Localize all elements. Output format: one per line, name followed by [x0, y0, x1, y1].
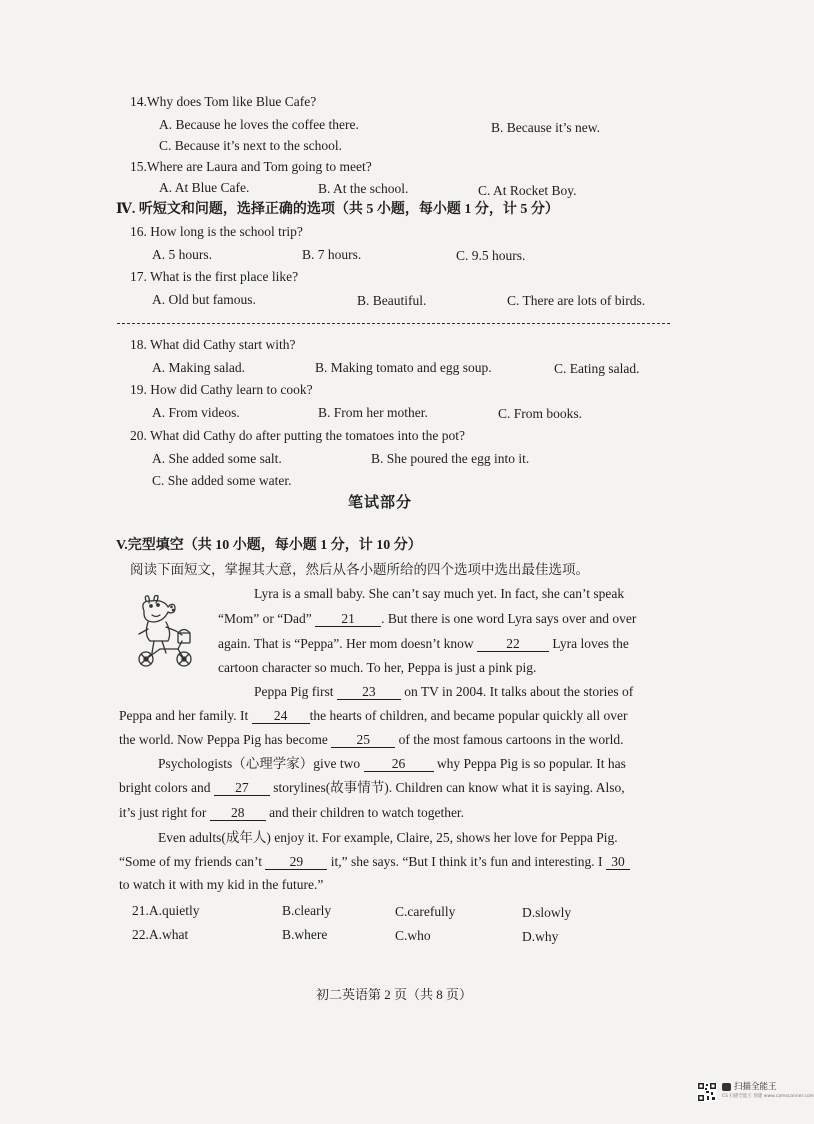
q14-option-b: B. Because it’s new. — [491, 120, 600, 135]
q17-option-c: C. There are lots of birds. — [507, 293, 646, 308]
written-part-title: 笔试部分 — [348, 495, 413, 511]
passage-line: to watch it with my kid in the future.” — [119, 877, 324, 892]
passage-line: Peppa Pig first 23 on TV in 2004. It talks about the stories of — [254, 684, 634, 699]
q15-option-c: C. At Rocket Boy. — [478, 183, 577, 198]
passage-line: Psychologists（心理学家）give two 26 why Peppa Pig is so popular. It has — [158, 756, 626, 771]
qr-code-icon — [697, 1082, 717, 1102]
blank-26: 26 — [364, 756, 434, 772]
q17-option-a: A. Old but famous. — [152, 292, 256, 307]
blank-27: 27 — [214, 780, 270, 796]
page-footer: 初二英语第 2 页（共 8 页） — [316, 987, 473, 1002]
camscanner-logo-icon — [722, 1083, 731, 1091]
section-5-title: V.完型填空（共 10 小题，每小题 1 分，计 10 分） — [116, 538, 422, 553]
blank-28: 28 — [210, 805, 266, 821]
q18-option-c: C. Eating salad. — [554, 361, 640, 376]
question-19: 19. How did Cathy learn to cook? — [130, 382, 313, 397]
q21-option-d: D.slowly — [522, 905, 572, 920]
scanner-watermark — [722, 1082, 814, 1104]
q22-option-c: C.who — [395, 928, 431, 943]
passage-line: “Some of my friends can’t 29 it,” she says. “But I think it’s fun and interesting. I 30 — [119, 853, 630, 871]
q19-option-a: A. From videos. — [152, 405, 240, 420]
blank-24: 24 — [252, 708, 310, 724]
passage-line: Lyra is a small baby. She can’t say much yet. In fact, she can’t speak — [254, 586, 625, 601]
passage-line: again. That is “Peppa”. Her mom doesn’t know 22 Lyra loves the — [218, 636, 629, 651]
blank-29: 29 — [265, 854, 327, 870]
scanner-url: CS 扫描全能王 创建 www.camscanner.com — [722, 1094, 814, 1099]
blank-23: 23 — [337, 684, 401, 700]
q16-option-a: A. 5 hours. — [152, 247, 212, 262]
cloze-instruction: 阅读下面短文，掌握其大意，然后从各小题所给的四个选项中选出最佳选项。 — [130, 562, 589, 577]
blank-22: 22 — [477, 636, 549, 652]
question-14: 14.Why does Tom like Blue Cafe? — [130, 94, 317, 109]
q20-option-b: B. She poured the egg into it. — [371, 451, 530, 466]
q22-option-d: D.why — [522, 929, 559, 944]
section-4-title: Ⅳ. 听短文和问题，选择正确的选项（共 5 小题，每小题 1 分，计 5 分） — [116, 202, 559, 217]
passage-line: bright colors and 27 storylines(故事情节). Children can know what it is saying. Also, — [119, 780, 625, 795]
dashed-divider — [117, 323, 670, 324]
passage-line: Even adults(成年人) enjoy it. For example, Claire, 25, shows her love for Peppa Pig. — [158, 830, 618, 845]
passage-line: cartoon character so much. To her, Peppa is just a pink pig. — [218, 660, 537, 675]
question-20: 20. What did Cathy do after putting the tomatoes into the pot? — [130, 428, 465, 443]
question-17: 17. What is the first place like? — [130, 269, 299, 284]
q17-option-b: B. Beautiful. — [357, 293, 427, 308]
q16-option-c: C. 9.5 hours. — [456, 248, 526, 263]
blank-30: 30 — [606, 854, 630, 870]
q21-option-b: B.clearly — [282, 903, 332, 918]
passage-line: Peppa and her family. It 24 the hearts of children, and became popular quickly all over — [119, 708, 628, 723]
blank-25: 25 — [331, 732, 395, 748]
q19-option-b: B. From her mother. — [318, 405, 428, 420]
q14-option-c: C. Because it’s next to the school. — [159, 138, 342, 153]
q15-option-a: A. At Blue Cafe. — [159, 180, 250, 195]
question-15: 15.Where are Laura and Tom going to meet? — [130, 159, 372, 174]
question-16: 16. How long is the school trip? — [130, 224, 303, 239]
q21-option-c: C.carefully — [395, 904, 456, 919]
q16-option-b: B. 7 hours. — [302, 247, 362, 262]
q22-option-a: 22.A.what — [132, 927, 189, 942]
q20-option-a: A. She added some salt. — [152, 451, 282, 466]
passage-line: it’s just right for 28 and their children to watch together. — [119, 805, 465, 820]
q14-option-a: A. Because he loves the coffee there. — [159, 117, 359, 132]
q15-option-b: B. At the school. — [318, 181, 409, 196]
peppa-pig-illustration — [134, 591, 200, 673]
q20-option-c: C. She added some water. — [152, 473, 292, 488]
q21-option-a: 21.A.quietly — [132, 903, 200, 918]
passage-line: “Mom” or “Dad” 21 . But there is one word Lyra says over and over — [218, 611, 637, 626]
question-18: 18. What did Cathy start with? — [130, 337, 296, 352]
q22-option-b: B.where — [282, 927, 328, 942]
q18-option-b: B. Making tomato and egg soup. — [315, 360, 492, 375]
q19-option-c: C. From books. — [498, 406, 583, 421]
scanner-app-name: 扫描全能王 — [734, 1082, 777, 1092]
passage-line: the world. Now Peppa Pig has become 25 of the most famous cartoons in the world. — [119, 732, 624, 747]
q18-option-a: A. Making salad. — [152, 360, 245, 375]
blank-21: 21 — [315, 611, 381, 627]
